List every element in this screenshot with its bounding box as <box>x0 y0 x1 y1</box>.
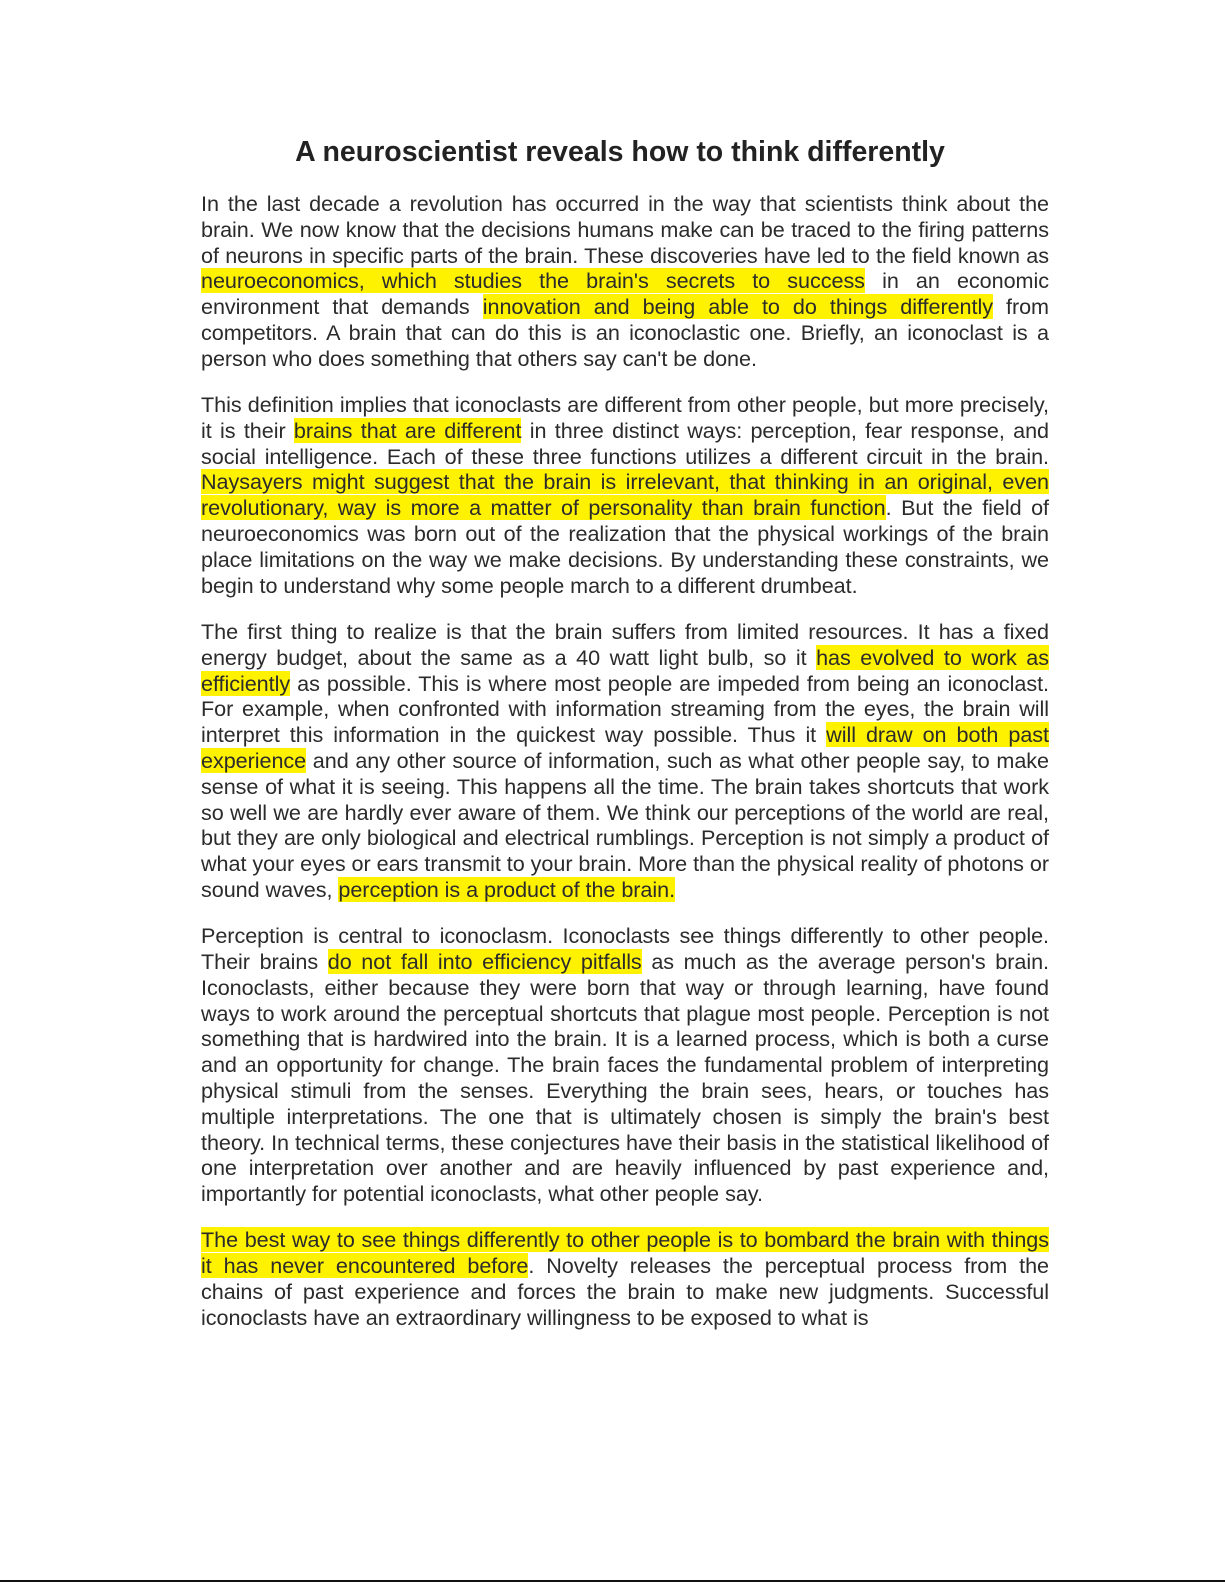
page-title: A neuroscientist reveals how to think differently <box>295 136 945 168</box>
paragraph <box>201 191 1049 372</box>
highlighted-text: perception is a product of the brain. <box>338 876 676 902</box>
page-bottom-rule <box>0 1580 1225 1582</box>
paragraph <box>201 923 1049 1207</box>
text-run: Perception is central to iconoclasm. Iconoclasts see things differently to other people. Their brains <box>201 923 1049 975</box>
text-run: The first thing to realize is that the brain suffers from limited resources. It has a fixed energy budget, about the same as a 40 watt light bulb, so it <box>201 618 1049 670</box>
paragraph <box>201 1227 1049 1330</box>
text-run: as much as the average person's brain. Iconoclasts, either because they were born that way or through learning, have found ways to work around the perceptual shortcuts that plague most people. Perception is not something that is hardwired into the brain. It is a learned process, which is both a curse and an opportunity for change. The brain faces the fundamental problem of interpreting physical stimuli from the senses. Everything the brain sees, hears, or touches has multiple interpretations. The one that is ultimately chosen is simply the brain's best theory. In technical terms, these conjectures have their basis in the statistical likelihood of one interpretation over another and are heavily influenced by past experience and, importantly for potential iconoclasts, what other people say. <box>201 949 1049 1207</box>
highlighted-text: has evolved to work as efficiently <box>201 644 1049 696</box>
highlighted-text: The best way to see things differently to other people is to bombard the brain with things it has never encountered before <box>201 1227 1049 1279</box>
text-run: This definition implies that iconoclasts are different from other people, but more precisely, it is their <box>201 392 1049 443</box>
text-run: from competitors. A brain that can do this is an iconoclastic one. Briefly, an iconoclast is a person who does something that others say can't be done. <box>201 294 1049 371</box>
text-run: . But the field of neuroeconomics was born out of the realization that the physical workings of the brain place limitations on the way we make decisions. By understanding these constraints, we begin to understand why some people march to a different drumbeat. <box>201 495 1049 598</box>
highlighted-text: will draw on both past experience <box>201 722 1049 773</box>
highlighted-text: Naysayers might suggest that the brain is irrelevant, that thinking in an original, even revolutionary, way is more a matter of personality than brain function <box>201 469 1049 521</box>
text-run: in an economic environment that demands <box>201 268 1049 320</box>
article-body <box>201 191 1049 1351</box>
highlighted-text: innovation and being able to do things differently <box>482 294 993 320</box>
text-run: In the last decade a revolution has occurred in the way that scientists think about the brain. We now know that the decisions humans make can be traced to the firing patterns of neurons in specific parts of the brain. These discoveries have led to the field known as <box>201 191 1049 268</box>
paragraph <box>201 619 1049 903</box>
highlighted-text: brains that are different <box>293 417 522 443</box>
highlighted-text: neuroeconomics, which studies the brain's secrets to success <box>201 268 865 294</box>
paragraph <box>201 392 1049 598</box>
highlighted-text: do not fall into efficiency pitfalls <box>327 949 642 975</box>
text-run: in three distinct ways: perception, fear response, and social intelligence. Each of these three functions utilizes a different circuit in the brain. <box>201 417 1049 469</box>
text-run: as possible. This is where most people are impeded from being an iconoclast. For example, when confronted with information streaming from the eyes, the brain will interpret this information in the quickest way possible. Thus it <box>201 670 1049 748</box>
text-run: and any other source of information, such as what other people say, to make sense of what it is seeing. This happens all the time. The brain takes shortcuts that work so well we are hardly ever aware of them. We think our perceptions of the world are real, but they are only biological and electrical rumblings. Perception is not simply a product of what your eyes or ears transmit to your brain. More than the physical reality of photons or sound waves, <box>201 747 1049 902</box>
text-run: . Novelty releases the perceptual process from the chains of past experience and forces the brain to make new judgments. Successful iconoclasts have an extraordinary willingness to be exposed to what is <box>201 1253 1049 1330</box>
